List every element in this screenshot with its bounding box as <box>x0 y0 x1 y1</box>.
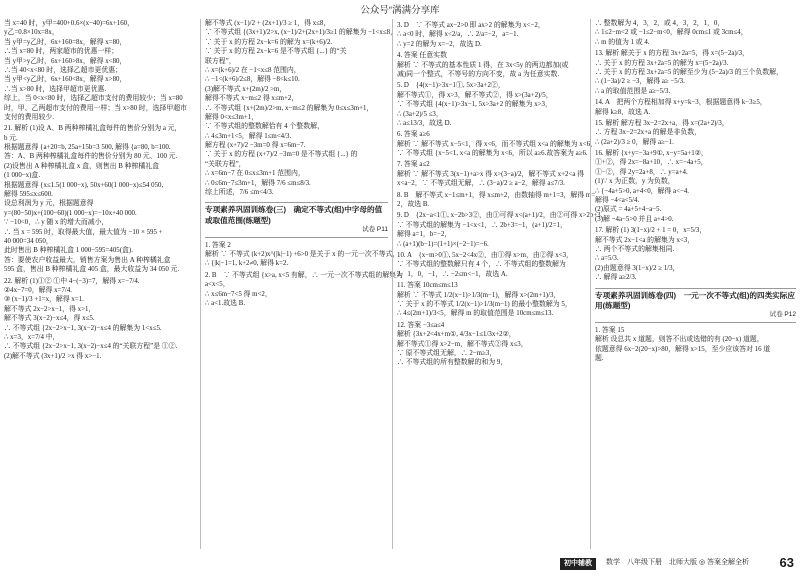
answer-line: 17. 解析 (1) 3(1−x)/2 + 1 = 0，x=5/3， <box>595 227 707 235</box>
answer-line: ∴ {|k|−1=1, k+2≠0, 解得 k=2. <box>205 260 289 268</box>
answer-line: ∴ 不等式组 {x+(2m)/2>m, x−m≤2 的解集为 0≤x≤3m+1， <box>205 104 374 112</box>
answer-line: ∴ 关于 x 的方程 3x+2a=5 的解至少为 (5−2a)/3 的三个负数解， <box>595 68 783 76</box>
answer-line: ∴当 x>80 时，选择甲超市更优惠. <box>4 85 107 93</box>
answer-line: 解析 设总共 x 道题，则答不出或选错的有 (20−x) 道题， <box>595 336 764 344</box>
answer-line: 根据题意得 {x≤1.5(1 000−x), 50x+60(1 000−x)≤54 050, <box>4 181 164 189</box>
answer-line: (2)原式 = 4a+5+4−a−5. <box>595 206 662 214</box>
section-heading <box>205 202 388 237</box>
answer-line: ∵ 不等式组 {(3x+1)/2>x, (x−1)/2+(2x+1)/3≥1 的解集为 −1<x≤8， <box>205 29 397 37</box>
answer-line: ∴ 不等式组 {2x−2>x−1, 3(x−2)−x≤4 的解集为 1<x≤5. <box>4 324 162 332</box>
answer-line: ∵ 关于 x 的方程 2x−k=6 是不等式组 {...} 的“关 <box>205 48 347 56</box>
answer-line: ∴ 4≤(2m+1)/3<5，解得 m 的取值范围是 10cm≤m≤13. <box>397 310 554 318</box>
answer-line: ∴ 当 x = 595 时，取得最大值，最大值为 −10 × 595 + <box>4 228 163 236</box>
answer-line: 13. 解析 解关于 x 的方程 3x+2a=5，得 x=(5−2a)/3， <box>595 50 749 58</box>
answer-line: 综上，当 0<x<80 时，选择乙超市支付的费用较少；当 x=80 <box>4 95 183 103</box>
answer-line: 2，1，0，−1，∴ −2≤m<−1，故选 A. <box>397 270 508 278</box>
answer-line: ∴ −1<(k+6)/2≤8，解得 −8<k≤10. <box>205 76 300 84</box>
answer-line: b 元. <box>4 134 18 142</box>
answer-line: ∵ 不等式组 {4(x−1)>3x−1, 5x>3a+2 的解集为 x>3， <box>397 101 552 109</box>
answer-line: ∴ a<0 时，解得 x<2/a，∴ 2/a=−2，a=−1. <box>397 31 519 39</box>
answer-line: 解方程 (x+7)/2 −3m=0 得 x=6m−7. <box>205 142 306 150</box>
answer-line: ①−②，得 2y=2a+8，∴ y=a+4. <box>595 168 688 176</box>
answer-line: a<x<5， <box>205 281 230 289</box>
answer-line: ∴ 不等式组 {2x−2>x−1, 3(x−2)−x≤4 的“关联方程”是 ①②. <box>4 343 178 351</box>
answer-line: 14. A 把两个方程相加得 x+y=k−3，根据题意得 k−3≥5， <box>595 99 767 107</box>
answer-line: ∵ 关于 x 的方程 (x+7)/2 −3m=0 是不等式组 {...} 的 <box>205 151 358 159</box>
answer-line: 21. 解析 (1)设 A、B 两种榨橘礼盒每件的售价分别为 a 元， <box>4 125 182 133</box>
brand-badge: 初中辅教 <box>560 558 596 570</box>
answer-line: ③ (x−1)/3 +1=x，解得 x=1. <box>4 296 84 304</box>
answer-line: (2)设售出 A 种榨橘礼盒 x 盒，则售出 B 种榨橘礼盒 <box>4 162 160 170</box>
answer-line: 40 000=34 050， <box>4 237 53 245</box>
answer-line: 解不等式 3(x−2)−x≤4，得 x≤5. <box>4 315 95 323</box>
answer-line: 答：要使农户收益最大，销售方案为售出 A 种榨橘礼盒 <box>4 256 171 264</box>
answer-line: 综上所述，7/6 ≤m<4/3. <box>205 189 274 197</box>
answer-line: ∴当 40<x<80 时，选择乙超市更优惠； <box>4 66 123 74</box>
answer-line: (2)由题意得 3(1−x)/2 ≥ 1/3， <box>595 264 680 272</box>
answer-line: 当 y甲<y乙时，6x+160<8x，解得 x>80， <box>4 76 127 84</box>
answer-line: ②4x−7=0，解得 x=7/4. <box>4 286 72 294</box>
answer-line: ∴ m 的值为 1 或 4. <box>595 38 650 46</box>
answer-line: 解析 ∵ 解不等式 3(x−1)+a>x 得 x>(3−a)/2，解不等式 x+2<a 得 <box>397 170 585 178</box>
answer-line: ∴ (3a+2)/5 ≤3， <box>397 110 443 118</box>
answer-line: ∴ a 的取值范围是 a≥−5/3. <box>595 87 671 95</box>
page-footer <box>560 556 796 572</box>
answer-line: 11. 答案 10cm≤m≤13 <box>397 282 458 290</box>
answer-line: 题. <box>595 354 604 362</box>
answer-line: 当 x=40 时，y甲=400+0.6×(x−40)=6x+160， <box>4 20 134 27</box>
answer-line: y=(80−50)x+(100−60)(1 000−x)=−10x+40 000. <box>4 209 137 217</box>
answer-line: “关联方程”， <box>205 160 246 168</box>
answer-line: 1. 答案 2 <box>205 241 231 249</box>
answer-line: ∵ −10<0，∴ y 随 x 的增大而减小， <box>4 219 109 227</box>
answer-line: ∴ y=2 的解为 x=−2，故选 D. <box>397 40 482 48</box>
answer-line: 此时售出 B 种榨橘礼盒 1 000−595=405(盒). <box>4 247 133 255</box>
answer-line: ∴ x=6m−7 在 0≤x≤3m+1 范围内， <box>205 170 305 178</box>
answer-line: ∵ 不等式组 {x−5<1, x<a 的解集为 x<6，所以 a≥6.故答案为 a≥6. <box>397 150 588 158</box>
footer-text: 数学 八年级下册 北师大版 ◎ 答案全解全析 <box>606 559 749 566</box>
answer-line: 解不等式 2x−1<a 的解集为 x<3， <box>595 236 695 244</box>
answer-line: 解析 ∵ 解不等式 x−5<1，得 x<6，而不等式组 x<a 的解集为 x<6， <box>397 140 597 148</box>
answer-line: 解析 ∵ 不等式的基本性质 1 得，在 3x<5y 的两边都加(或 <box>397 61 569 69</box>
answer-line: 解不等式 (x−1)/2 + (2x+1)/3 ≥ 1，得 x≤8， <box>205 20 331 27</box>
answer-line: 解得 595≤x≤600. <box>4 191 53 199</box>
answer-line: 解得 −4<a<5/4. <box>595 197 640 205</box>
answer-line: 依题意得 6x−2(20−x)>80，解得 x>15，至少应该答对 16 道 <box>595 345 771 353</box>
answer-line: ∵ 关于 x 的不等式 1/2(x−1)>1/3(m−1) 的最小整数解为 5， <box>397 300 572 308</box>
answer-line: ∴ 1≤2−m<2 或 −1≤2−m<0，解得 0cm≤1 或 3cm≤4， <box>595 29 748 37</box>
answer-line: ∴ x=3，x=7/4 中， <box>4 333 60 341</box>
answer-line: ∴ x=(k+6)/2 在 −1<x≤8 范围内， <box>205 66 301 74</box>
answer-line: 解得 a=1，b=−2， <box>397 231 452 239</box>
answer-line: 解得 k≥8，故选 A. <box>595 108 651 116</box>
answer-line: 时，甲、乙两超市支付的费用一样；当 x>80 时，选择甲超市 <box>4 104 188 112</box>
answer-line: 3. D ∵ 不等式 ax−2>0 即 ax>2 的解集为 x<−2， <box>397 22 545 29</box>
answer-line: ∴ 4≤3m+1<5，解得 1≤m<4/3. <box>205 132 292 140</box>
section-title: 专项素养巩固训练卷(四) 一元一次不等式(组)的四类实际应用(练题型) <box>595 290 795 310</box>
answer-line: ∴ a≤13/3，故选 D. <box>397 119 452 127</box>
answer-line: 解不等式 2x−2>x−1，得 x>1， <box>4 305 96 313</box>
answer-line: (1 000−x)盒. <box>4 172 41 180</box>
answer-line: 9. D {2x−a<1①, x−2b>3②，由①可得 x<(a+1)/2，由②可得 x>2b+3， <box>397 212 608 220</box>
answer-line: 根据题意得 {a+20=b, 25a+15b=3 500, 解得 {a=80, b=100. <box>4 144 171 152</box>
answer-line: (3)解 −4a−5>0 并且 a+4>0. <box>595 215 674 223</box>
answer-line: 解不等式①，得 x>3，解不等式②，得 x>(3a+2)/5， <box>397 91 553 99</box>
answer-line: 解得 0<x≤3m+1， <box>205 113 259 121</box>
answer-line: 减)同一个整式，不等号的方向不变，故 a 为任意实数. <box>397 70 560 78</box>
answer-line: 1. 答案 15 <box>595 326 625 334</box>
answer-line: ∵ 原不等式组无解，∴ 2−m≥3， <box>397 349 497 357</box>
answer-line: 当 y甲>y乙时，6x+160>8x，解得 x<80， <box>4 57 127 65</box>
answer-line: ∵ 不等式组的整数解只有 4 个，∴ 不等式组的整数解为 <box>397 261 566 269</box>
answer-line: ∴ (a+1)(b−1)=(1+1)×(−2−1)=−6. <box>397 240 489 248</box>
section-page-ref: 试卷 P12 <box>769 311 796 319</box>
answer-line: 16. 解析 {x+y=−3a+9①, x−y=5a+1②， <box>595 150 708 158</box>
column-4 <box>590 19 800 549</box>
section-title: 专项素养巩固训练卷(三) 确定不等式(组)中字母的值或取值范围(练题型) <box>205 205 383 225</box>
answer-line: 联方程”， <box>205 57 236 65</box>
answer-line: 解不等式①得 x>2−m，解不等式②得 x≤3， <box>397 340 528 348</box>
answer-line: ∴ 两个不等式的解集相同. <box>595 245 675 253</box>
answer-line: 5. D {4(x−1)>3x−1①, 5x>3a+2②， <box>397 82 505 90</box>
answer-line: ∴ 不等式组的所有整数解的和为 9， <box>397 359 508 367</box>
answer-line: y乙=0.8×10x=8x， <box>4 29 59 37</box>
answer-line: ∴ {−4a+5>0, a+4<0，解得 a<−4. <box>595 187 690 195</box>
answer-line: 解得不等式 x−m≤2 得 x≤m+2， <box>205 95 299 103</box>
answer-line: 答：A、B 两种榨橘礼盒每件的售价分别为 80 元、100 元. <box>4 153 178 161</box>
answer-line: (1)∵ x 为正数，y 为负数， <box>595 178 675 186</box>
answer-line: ∴ 0≤6m−7≤3m+1，解得 7/6 ≤m≤8/3. <box>205 179 311 187</box>
answer-line: 解析 {3x+2<4x+m①, 4/3x−1≤1/3x+2②， <box>397 331 516 339</box>
answer-line: 支付的费用较少. <box>4 113 54 121</box>
column-2 <box>200 19 403 549</box>
page-header: 公众号“满满分享库 <box>360 5 440 16</box>
answer-line: (2)解不等式 (3x+1)/2 >x 得 x>−1. <box>4 352 102 360</box>
answer-line: 15. 解析 解方程 3x−2=2x+a，得 x=(2a+2)/3， <box>595 119 729 127</box>
answer-line: 解析 ∵ 不等式 (k+2)x^(|k|−1) +6>0 是关于 x 的一元一次不等式， <box>205 251 400 259</box>
column-1 <box>0 19 200 549</box>
answer-line: 22. 解析 (1)①② ①中 4−(−3)=7，解得 x=−7/4. <box>4 277 140 285</box>
answer-line: ①+②，得 2x=−8a+10，∴ x=−4a+5， <box>595 159 708 167</box>
answer-line: ∴ a=5/3. <box>595 255 619 263</box>
answer-line: ∴ (2a+2)/3 ≥ 0，解得 a≥−1. <box>595 138 674 146</box>
answer-line: ∴ 解得 a≥2/3. <box>595 274 637 282</box>
answer-line: 当 y甲=y乙时，6x+160=8x，解得 x=80， <box>4 38 127 46</box>
answer-line: 2，故选 B. <box>397 201 430 209</box>
answer-line: (3)解不等式 x+(2m)/2 >m， <box>205 85 287 93</box>
answer-line: ∴ a<1.故选 B. <box>205 300 246 308</box>
answer-line: ∴ x≤6m−7<5 得 m<2， <box>205 290 272 298</box>
answer-line: 8. B 解不等式 x−1≤m+1，得 x≤m+2，由数轴得 m+1=3，解得 m= <box>397 191 596 199</box>
answer-line: 595 盒，售出 B 种榨橘礼盒 405 盒，最大收益为 34 050 元. <box>4 266 180 274</box>
section-heading <box>595 288 796 323</box>
answer-line: ∴ (1−3a)/2 ≥ −3，解得 a≥ −5/3. <box>595 78 685 86</box>
answer-line: 10. A {x−m>0①, 5x−2<4x②，由①得 x>m，由②得 x<3， <box>397 251 573 259</box>
answer-line: 2. B ∵ 不等式组 {x>a, x<5 有解，∴ 一元一次不等式组的解集为 <box>205 271 403 279</box>
answer-line: ∵ 不等式组的解集为 −1<x<1，∴ 2b+3=−1，(a+1)/2=1， <box>397 221 567 229</box>
section-page-ref: 试卷 P11 <box>362 225 388 233</box>
answer-line: 6. 答案 a≥6 <box>397 131 430 139</box>
answer-line: 7. 答案 a≤2 <box>397 161 430 169</box>
answer-line: 4. 答案 任意实数 <box>397 52 447 60</box>
answer-line: ∴当 x=80 时，两家超市的优惠一样； <box>4 48 119 56</box>
answer-line: ∵ 关于 x 的方程 2x−k=6 的解为 x=(k+6)/2. <box>205 38 333 46</box>
answer-line: ∴ 关于 x 的方程 3x+2a=5 的解为 x=(5−2a)/3. <box>595 59 729 67</box>
answer-line: ∴ 整数解为 4，3，2，或 4，3，2，1，0， <box>595 20 725 27</box>
answer-line: ∴ 方程 3x−2=2x+a 的解是非负数， <box>595 129 702 137</box>
answer-line: 12. 答案 −3≤a≤4 <box>397 321 445 329</box>
answer-line: x<a−2，∵ 不等式组无解，∴ (3−a)/2 ≥ a−2，解得 a≤7/3. <box>397 180 565 188</box>
answer-line: 设总利润为 y 元，根据题意得 <box>4 200 94 208</box>
answer-line: ∵ 不等式组的整数解恰有 4 个整数解， <box>205 123 324 131</box>
page-number: 63 <box>779 555 794 570</box>
answer-line: 解析 ∵ 不等式 1/2(x−1)>1/3(m−1)，解得 x>(2m+1)/3， <box>397 291 561 299</box>
